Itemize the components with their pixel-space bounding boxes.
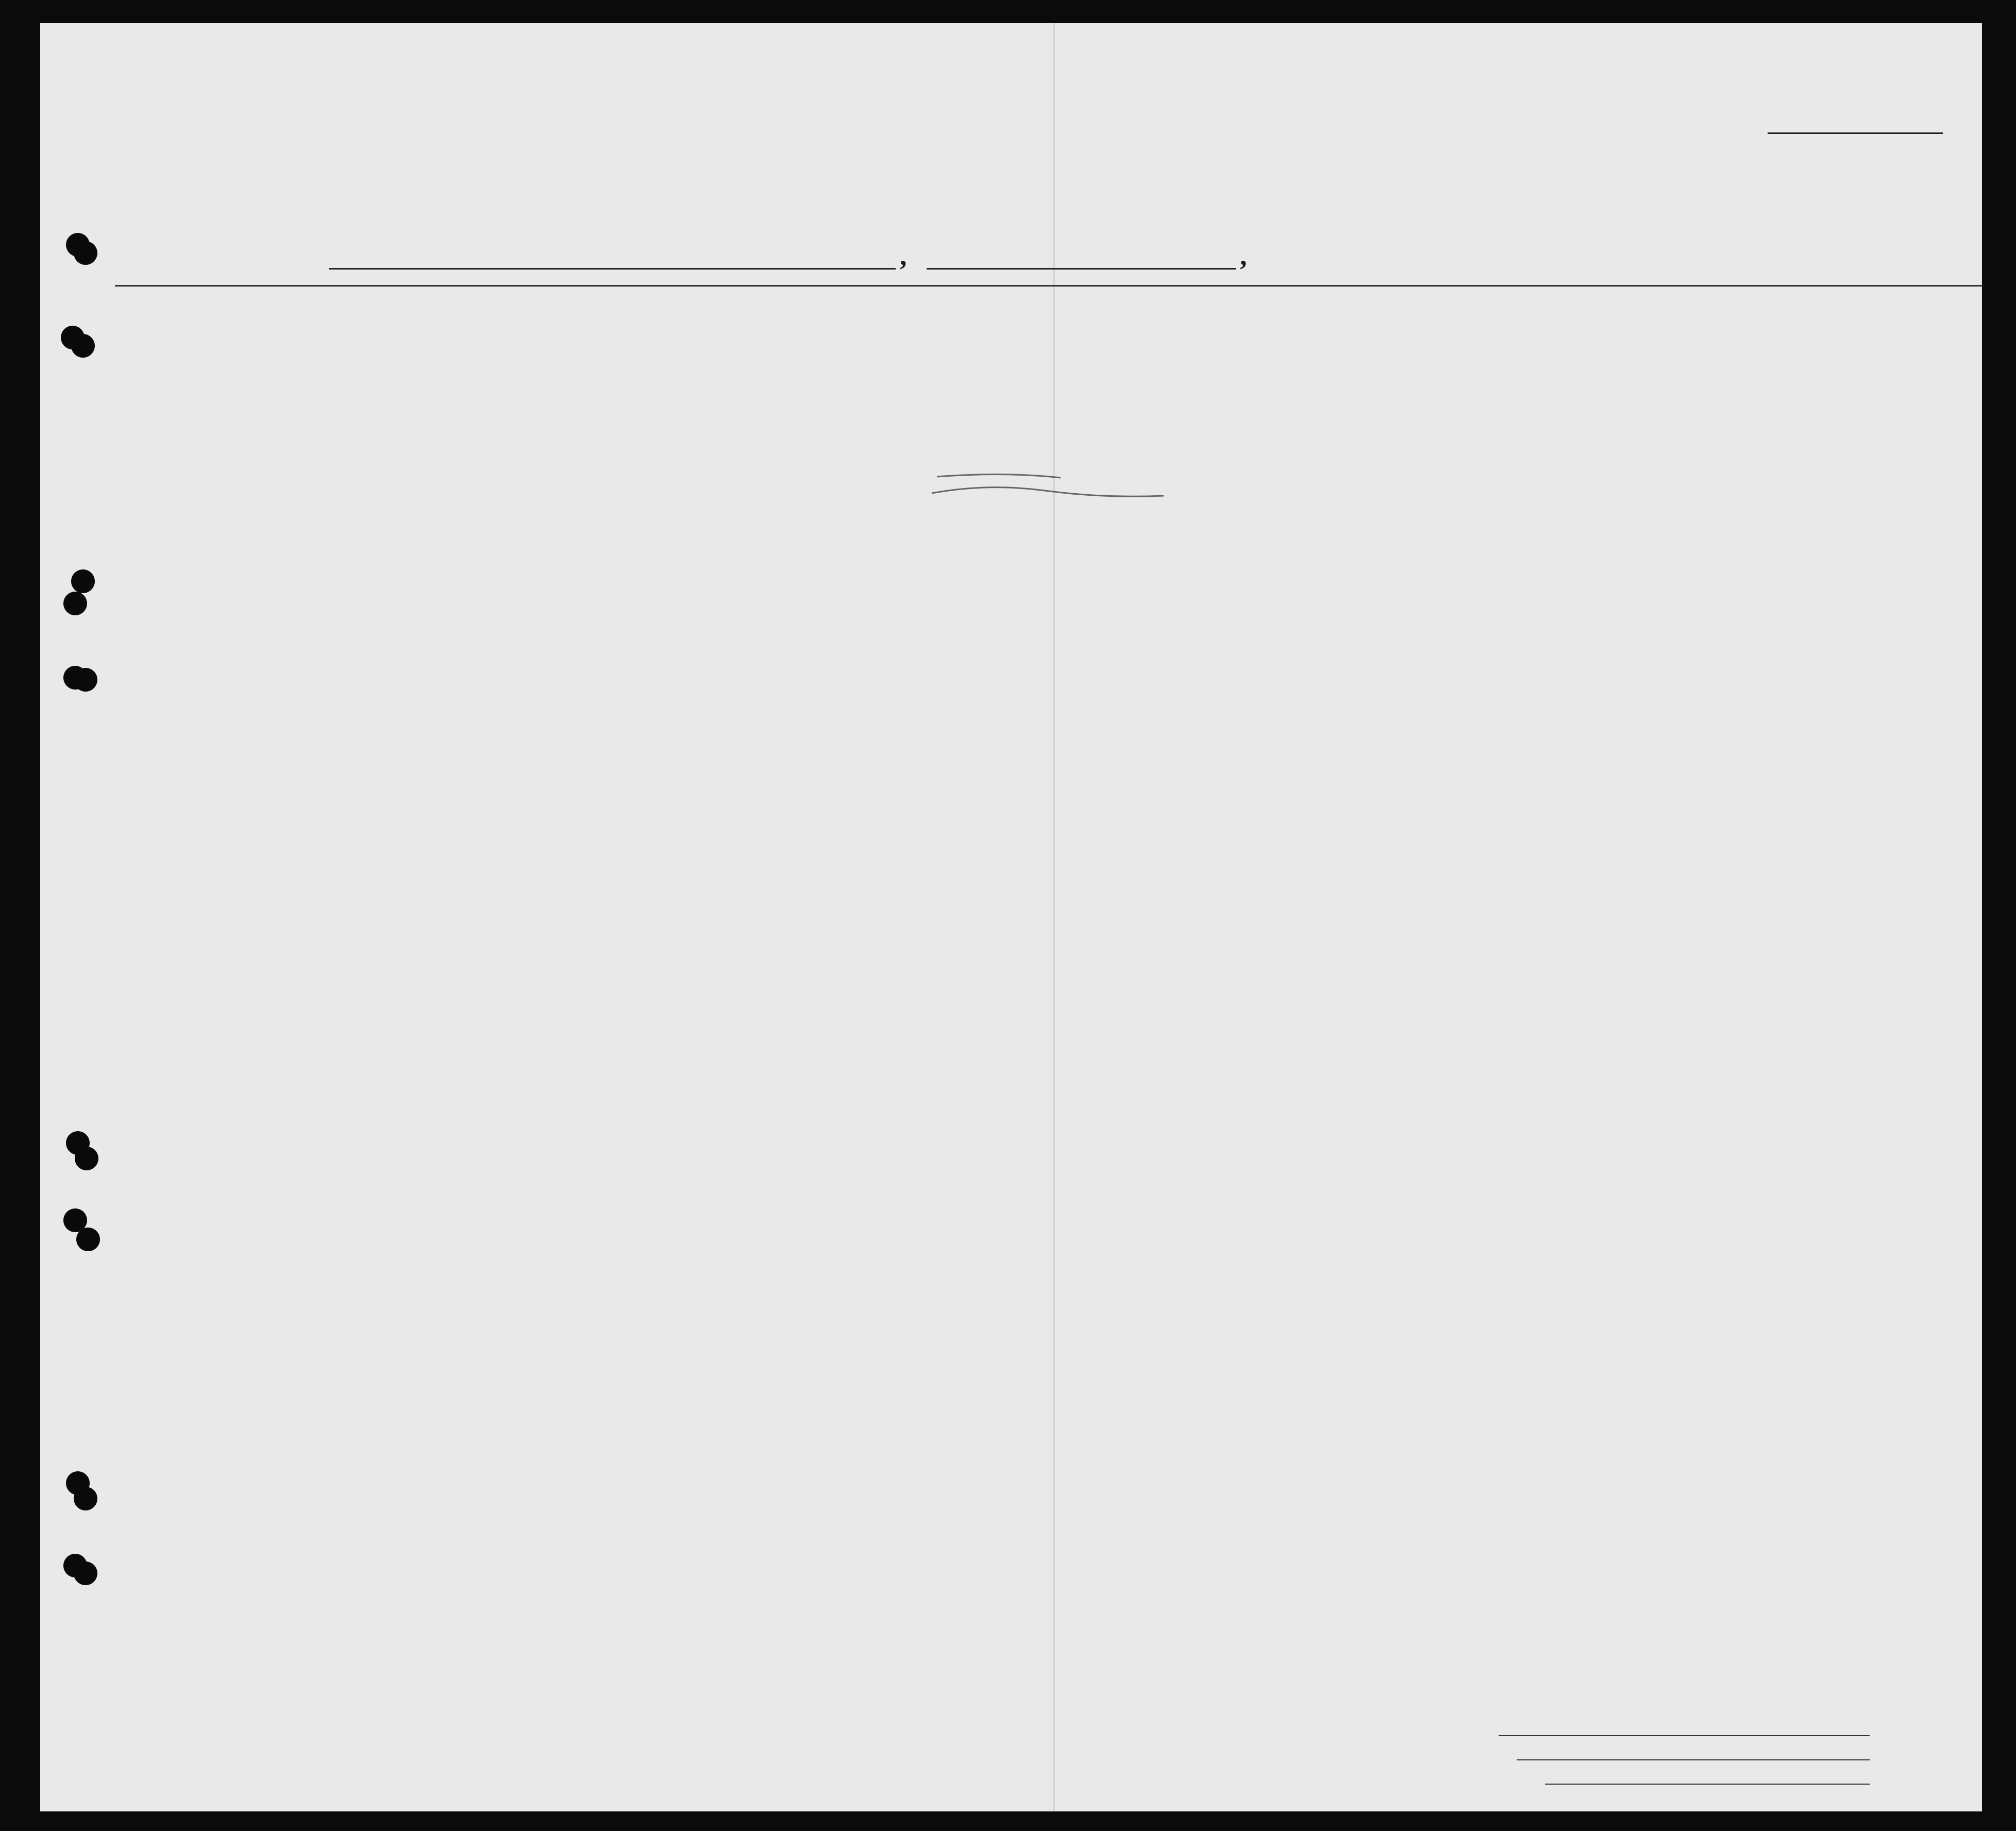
struck-text [927, 467, 1169, 503]
col-24-b [1209, 332, 1245, 435]
line-underline [1499, 1735, 1870, 1736]
col-28-label [1372, 322, 1429, 435]
owners-underline [1517, 1759, 1870, 1760]
col-21-label [697, 309, 718, 433]
col-26-label [1325, 322, 1345, 435]
col-29-label [1432, 322, 1463, 435]
agents-underline [1545, 1784, 1870, 1785]
comma: , [1240, 240, 1247, 271]
col-27-label [1348, 322, 1368, 435]
col-34-feet [1640, 394, 1661, 435]
col-25-label [1283, 322, 1320, 435]
col-24-a [1169, 332, 1205, 435]
col-34-inches [1664, 394, 1684, 435]
col-24-c [1246, 332, 1280, 435]
col-19-label [579, 309, 599, 433]
table-grid [40, 23, 1982, 1811]
comma: , [900, 240, 907, 271]
manifest-sheet [40, 23, 1982, 1811]
col-30-label [1468, 322, 1487, 435]
col-31-label [1490, 322, 1510, 435]
